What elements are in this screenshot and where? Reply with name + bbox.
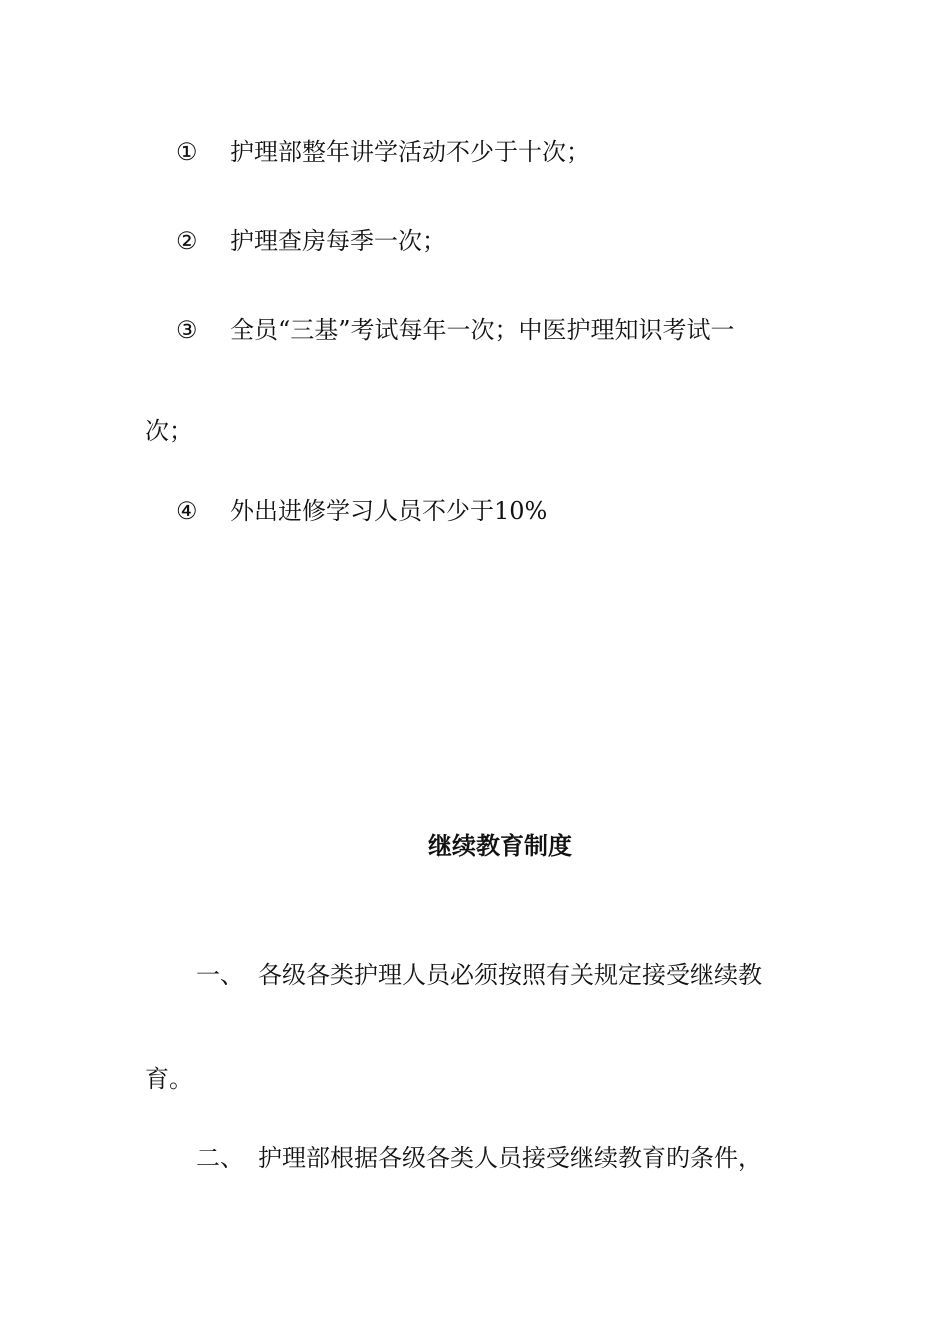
list-item-text: 护理查房每季一次； [230, 227, 446, 255]
paragraph-2 [196, 1142, 762, 1174]
paragraph-marker: 一、 [196, 961, 244, 989]
paragraph-text: 各级各类护理人员必须按照有关规定接受继续教 [258, 961, 762, 989]
list-item-4 [176, 495, 547, 527]
list-item-text: 全员“三基”考试每年一次；中医护理知识考试一 [230, 316, 735, 344]
list-marker: ③ [176, 316, 198, 344]
list-item-text: 护理部整年讲学活动不少于十次； [230, 138, 590, 166]
list-item-1 [176, 136, 590, 168]
list-item-3 [176, 314, 735, 346]
section-title: 继续教育制度 [428, 831, 572, 860]
list-marker: ② [176, 227, 198, 255]
list-marker: ④ [176, 497, 198, 525]
paragraph-1-continuation: 育。 [145, 1065, 193, 1093]
paragraph-1 [196, 959, 762, 991]
list-marker: ① [176, 138, 198, 166]
paragraph-text: 护理部根据各级各类人员接受继续教育旳条件， [258, 1144, 762, 1172]
paragraph-marker: 二、 [196, 1144, 244, 1172]
list-item-3-continuation: 次； [145, 417, 193, 445]
list-item-text: 外出进修学习人员不少于10% [230, 497, 548, 525]
list-item-2 [176, 225, 446, 257]
